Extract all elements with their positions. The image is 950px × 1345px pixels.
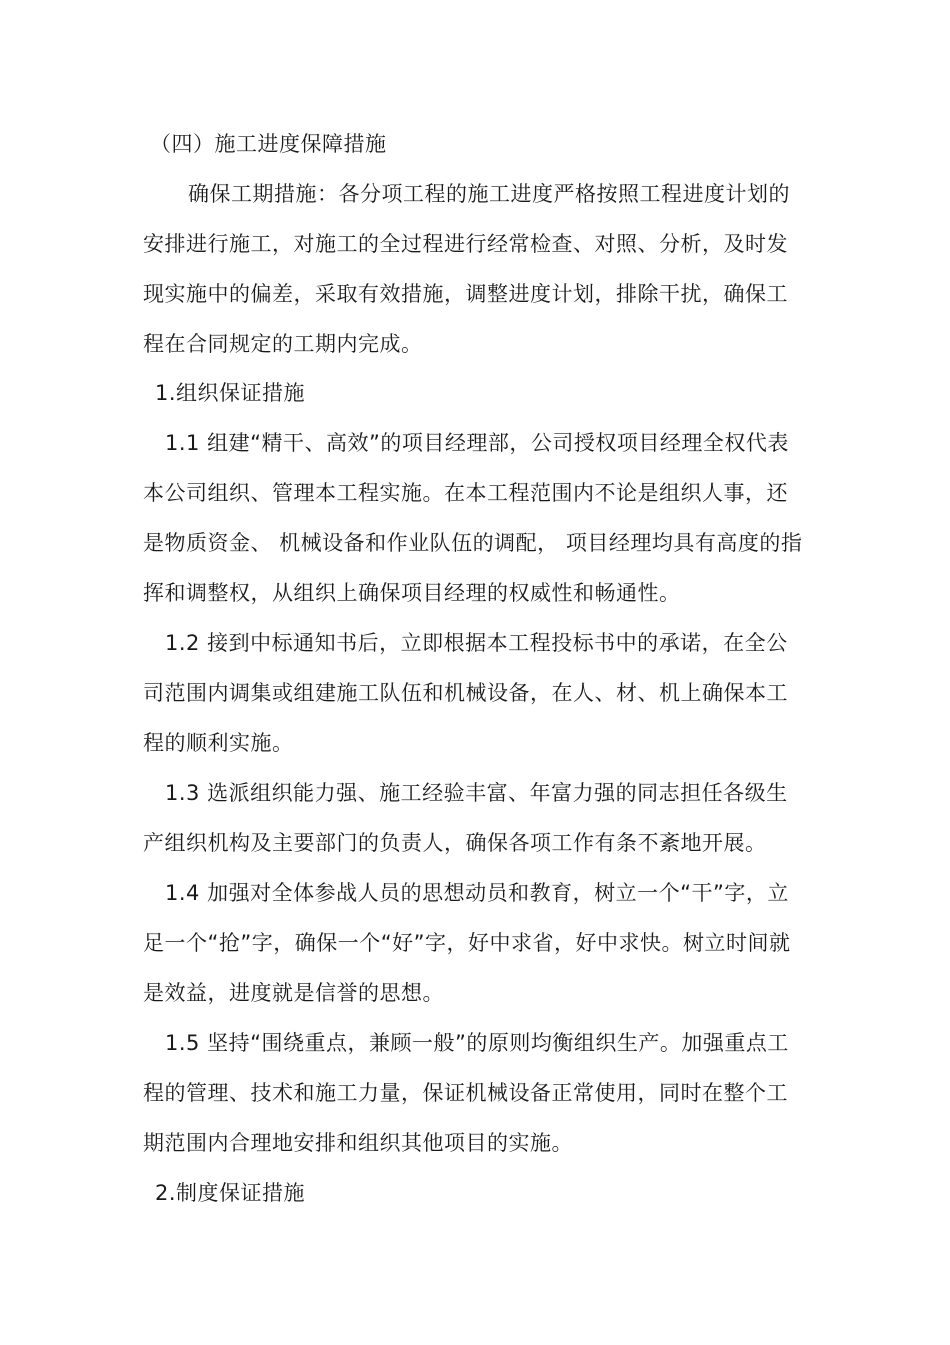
intro-line-2: 安排进行施工，对施工的全过程进行经常检查、对照、分析，及时发 (143, 232, 788, 256)
item-1-1-line-1: 1.1 组建“精干、高效”的项目经理部，公司授权项目经理全权代表 (165, 431, 789, 455)
item-1-1-line-3: 是物质资金、 机械设备和作业队伍的调配， 项目经理均具有高度的指 (143, 531, 803, 555)
intro-line-1: 确保工期措施：各分项工程的施工进度严格按照工程进度计划的 (188, 182, 790, 206)
item-1-2-line-3: 程的顺利实施。 (143, 731, 294, 755)
subsection-1-heading: 1.组织保证措施 (155, 381, 306, 405)
item-1-5-line-1: 1.5 坚持“围绕重点，兼顾一般”的原则均衡组织生产。加强重点工 (165, 1031, 789, 1055)
item-1-5-line-3: 期范围内合理地安排和组织其他项目的实施。 (143, 1131, 573, 1155)
item-1-5-line-2: 程的管理、技术和施工力量，保证机械设备正常使用，同时在整个工 (143, 1081, 788, 1105)
intro-line-3: 现实施中的偏差，采取有效措施，调整进度计划，排除干扰，确保工 (143, 282, 788, 306)
subsection-2-heading: 2.制度保证措施 (155, 1181, 306, 1205)
intro-line-4: 程在合同规定的工期内完成。 (143, 332, 423, 356)
item-1-1-line-2: 本公司组织、管理本工程实施。在本工程范围内不论是组织人事，还 (143, 481, 788, 505)
item-1-3-line-1: 1.3 选派组织能力强、施工经验丰富、年富力强的同志担任各级生 (165, 781, 788, 805)
item-1-4-line-1: 1.4 加强对全体参战人员的思想动员和教育，树立一个“干”字，立 (165, 881, 789, 905)
item-1-4-line-2: 足一个“抢”字，确保一个“好”字，好中求省，好中求快。树立时间就 (143, 931, 791, 955)
item-1-3-line-2: 产组织机构及主要部门的负责人，确保各项工作有条不紊地开展。 (143, 831, 767, 855)
section-heading: （四）施工进度保障措施 (150, 132, 387, 156)
item-1-4-line-3: 是效益，进度就是信誉的思想。 (143, 981, 444, 1005)
item-1-2-line-1: 1.2 接到中标通知书后，立即根据本工程投标书中的承诺，在全公 (165, 631, 788, 655)
item-1-1-line-4: 挥和调整权，从组织上确保项目经理的权威性和畅通性。 (143, 581, 681, 605)
item-1-2-line-2: 司范围内调集或组建施工队伍和机械设备，在人、材、机上确保本工 (143, 681, 788, 705)
